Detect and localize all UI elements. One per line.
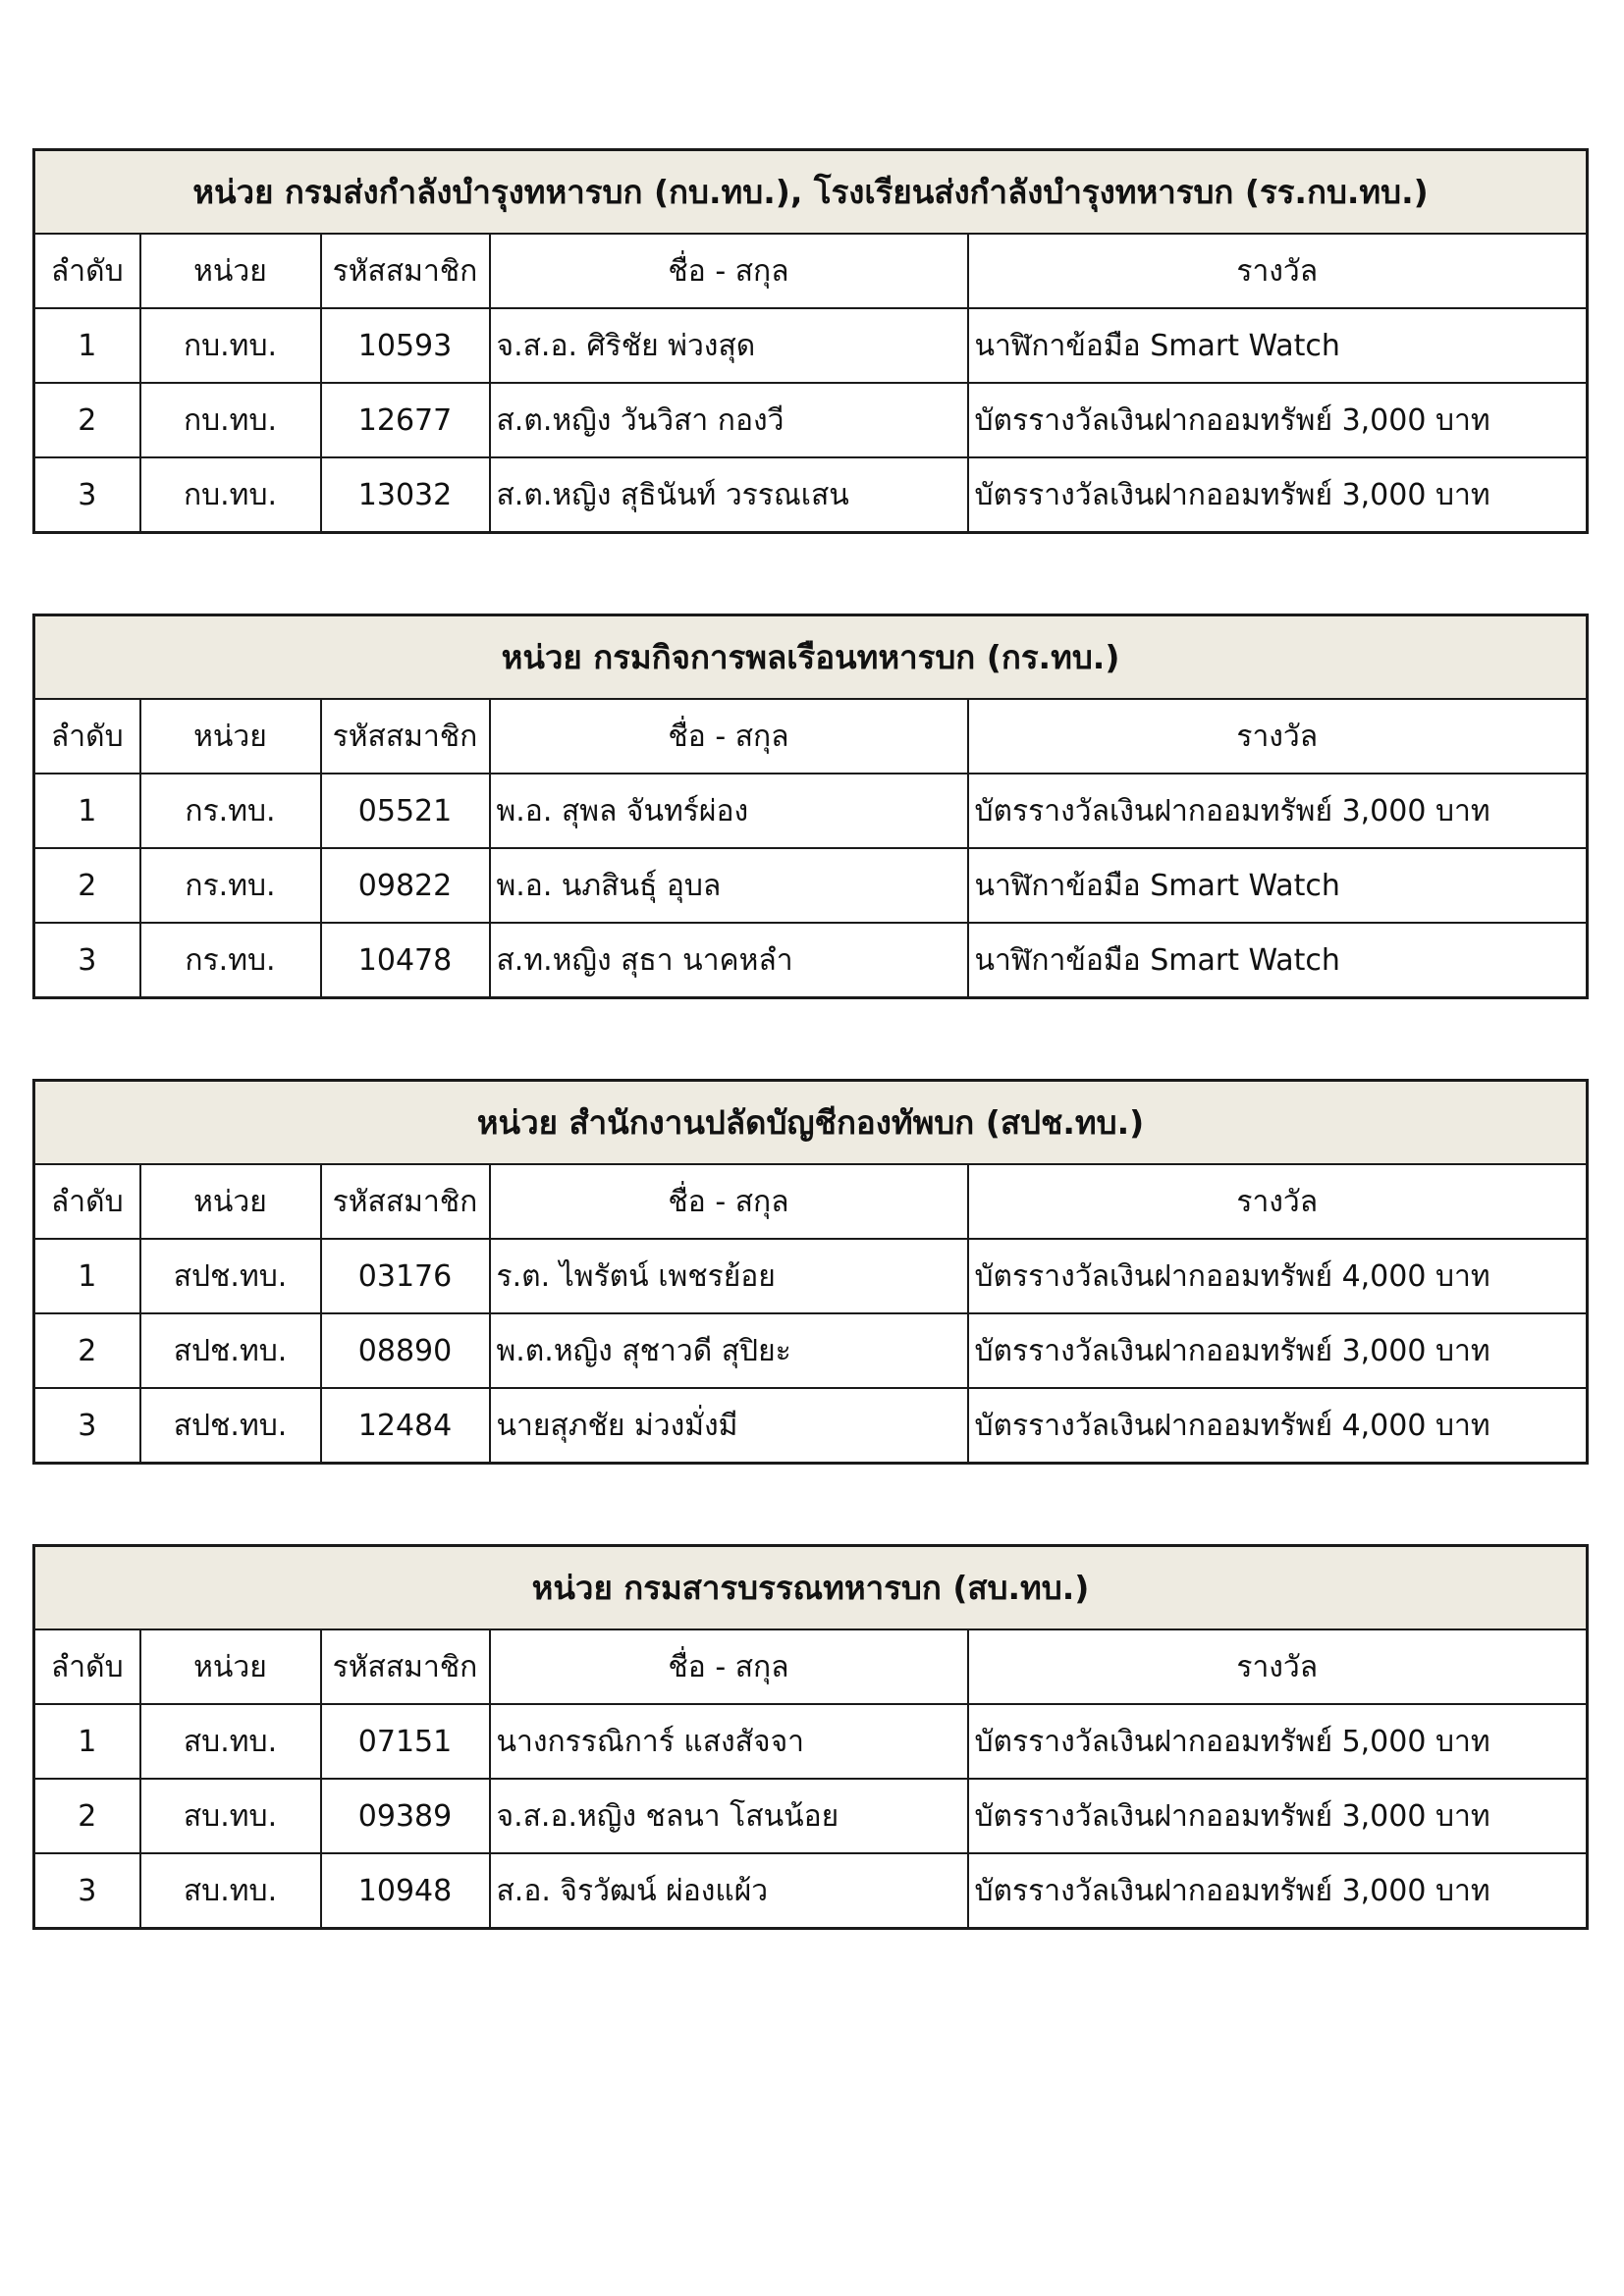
name-cell: พ.อ. สุพล จันทร์ผ่อง: [490, 774, 968, 848]
order-cell: 1: [34, 1704, 140, 1779]
unit-title: หน่วย กรมสารบรรณทหารบก (สบ.ทบ.): [34, 1546, 1588, 1630]
member-id-cell: 10478: [321, 923, 490, 998]
unit-title: หน่วย สำนักงานปลัดบัญชีกองทัพบก (สปช.ทบ.): [34, 1081, 1588, 1165]
prize-table-sb: [32, 1544, 1589, 1930]
unit-cell: กร.ทบ.: [140, 923, 321, 998]
table-row: [34, 1853, 1588, 1929]
prize-table-kr: [32, 614, 1589, 999]
name-cell: ส.ต.หญิง สุธินันท์ วรรณเสน: [490, 457, 968, 533]
column-header-unit: หน่วย: [140, 699, 321, 774]
column-header-name: ชื่อ - สกุล: [490, 234, 968, 308]
prize-cell: บัตรรางวัลเงินฝากออมทรัพย์ 3,000 บาท: [968, 774, 1588, 848]
unit-cell: กร.ทบ.: [140, 848, 321, 923]
column-header-order: ลำดับ: [34, 234, 140, 308]
name-cell: พ.ต.หญิง สุชาวดี สุปิยะ: [490, 1313, 968, 1388]
order-cell: 1: [34, 308, 140, 383]
unit-cell: กบ.ทบ.: [140, 457, 321, 533]
member-id-cell: 05521: [321, 774, 490, 848]
order-cell: 3: [34, 1388, 140, 1464]
table-row: [34, 923, 1588, 998]
order-cell: 3: [34, 923, 140, 998]
column-header-member-id: รหัสสมาชิก: [321, 1629, 490, 1704]
table-row: [34, 457, 1588, 533]
prize-cell: บัตรรางวัลเงินฝากออมทรัพย์ 3,000 บาท: [968, 1313, 1588, 1388]
column-header-prize: รางวัล: [968, 234, 1588, 308]
table-row: [34, 1704, 1588, 1779]
table-row: [34, 1239, 1588, 1313]
unit-cell: กร.ทบ.: [140, 774, 321, 848]
prize-cell: บัตรรางวัลเงินฝากออมทรัพย์ 4,000 บาท: [968, 1388, 1588, 1464]
order-cell: 2: [34, 1313, 140, 1388]
table-row: [34, 848, 1588, 923]
member-id-cell: 10948: [321, 1853, 490, 1929]
unit-cell: สบ.ทบ.: [140, 1779, 321, 1853]
column-header-unit: หน่วย: [140, 1629, 321, 1704]
member-id-cell: 10593: [321, 308, 490, 383]
name-cell: ส.ต.หญิง วันวิสา กองวี: [490, 383, 968, 457]
name-cell: นายสุภชัย ม่วงมั่งมี: [490, 1388, 968, 1464]
name-cell: จ.ส.อ.หญิง ชลนา โสนน้อย: [490, 1779, 968, 1853]
prize-table-spch: [32, 1079, 1589, 1465]
order-cell: 1: [34, 1239, 140, 1313]
column-header-prize: รางวัล: [968, 1164, 1588, 1239]
unit-title: หน่วย กรมส่งกำลังบำรุงทหารบก (กบ.ทบ.), โรงเรียนส่งกำลังบำรุงทหารบก (รร.กบ.ทบ.): [34, 150, 1588, 235]
order-cell: 3: [34, 457, 140, 533]
column-header-member-id: รหัสสมาชิก: [321, 1164, 490, 1239]
unit-cell: สบ.ทบ.: [140, 1704, 321, 1779]
table-row: [34, 1313, 1588, 1388]
column-header-name: ชื่อ - สกุล: [490, 1164, 968, 1239]
unit-cell: กบ.ทบ.: [140, 383, 321, 457]
column-header-order: ลำดับ: [34, 1164, 140, 1239]
order-cell: 2: [34, 1779, 140, 1853]
column-header-name: ชื่อ - สกุล: [490, 699, 968, 774]
prize-cell: บัตรรางวัลเงินฝากออมทรัพย์ 3,000 บาท: [968, 1779, 1588, 1853]
column-header-member-id: รหัสสมาชิก: [321, 234, 490, 308]
prize-cell: บัตรรางวัลเงินฝากออมทรัพย์ 3,000 บาท: [968, 1853, 1588, 1929]
table-row: [34, 308, 1588, 383]
column-header-unit: หน่วย: [140, 234, 321, 308]
prize-cell: บัตรรางวัลเงินฝากออมทรัพย์ 3,000 บาท: [968, 457, 1588, 533]
unit-cell: สบ.ทบ.: [140, 1853, 321, 1929]
member-id-cell: 12484: [321, 1388, 490, 1464]
name-cell: ส.ท.หญิง สุธา นาคหลำ: [490, 923, 968, 998]
name-cell: ส.อ. จิรวัฒน์ ผ่องแผ้ว: [490, 1853, 968, 1929]
table-row: [34, 1779, 1588, 1853]
order-cell: 2: [34, 848, 140, 923]
unit-title: หน่วย กรมกิจการพลเรือนทหารบก (กร.ทบ.): [34, 615, 1588, 700]
unit-cell: สปช.ทบ.: [140, 1313, 321, 1388]
name-cell: พ.อ. นภสินธุ์ อุบล: [490, 848, 968, 923]
prize-cell: นาฬิกาข้อมือ Smart Watch: [968, 848, 1588, 923]
column-header-order: ลำดับ: [34, 1629, 140, 1704]
order-cell: 1: [34, 774, 140, 848]
prize-cell: บัตรรางวัลเงินฝากออมทรัพย์ 5,000 บาท: [968, 1704, 1588, 1779]
prize-cell: นาฬิกาข้อมือ Smart Watch: [968, 923, 1588, 998]
prize-table-kb: [32, 148, 1589, 534]
member-id-cell: 07151: [321, 1704, 490, 1779]
member-id-cell: 12677: [321, 383, 490, 457]
prize-cell: บัตรรางวัลเงินฝากออมทรัพย์ 3,000 บาท: [968, 383, 1588, 457]
column-header-unit: หน่วย: [140, 1164, 321, 1239]
order-cell: 3: [34, 1853, 140, 1929]
name-cell: จ.ส.อ. ศิริชัย พ่วงสุด: [490, 308, 968, 383]
unit-cell: สปช.ทบ.: [140, 1388, 321, 1464]
column-header-member-id: รหัสสมาชิก: [321, 699, 490, 774]
table-row: [34, 1388, 1588, 1464]
table-row: [34, 383, 1588, 457]
column-header-order: ลำดับ: [34, 699, 140, 774]
member-id-cell: 09822: [321, 848, 490, 923]
member-id-cell: 13032: [321, 457, 490, 533]
column-header-prize: รางวัล: [968, 1629, 1588, 1704]
name-cell: ร.ต. ไพรัตน์ เพชรย้อย: [490, 1239, 968, 1313]
column-header-prize: รางวัล: [968, 699, 1588, 774]
prize-cell: บัตรรางวัลเงินฝากออมทรัพย์ 4,000 บาท: [968, 1239, 1588, 1313]
table-row: [34, 774, 1588, 848]
unit-cell: สปช.ทบ.: [140, 1239, 321, 1313]
column-header-name: ชื่อ - สกุล: [490, 1629, 968, 1704]
member-id-cell: 03176: [321, 1239, 490, 1313]
member-id-cell: 09389: [321, 1779, 490, 1853]
prize-cell: นาฬิกาข้อมือ Smart Watch: [968, 308, 1588, 383]
name-cell: นางกรรณิการ์ แสงสัจจา: [490, 1704, 968, 1779]
order-cell: 2: [34, 383, 140, 457]
member-id-cell: 08890: [321, 1313, 490, 1388]
unit-cell: กบ.ทบ.: [140, 308, 321, 383]
